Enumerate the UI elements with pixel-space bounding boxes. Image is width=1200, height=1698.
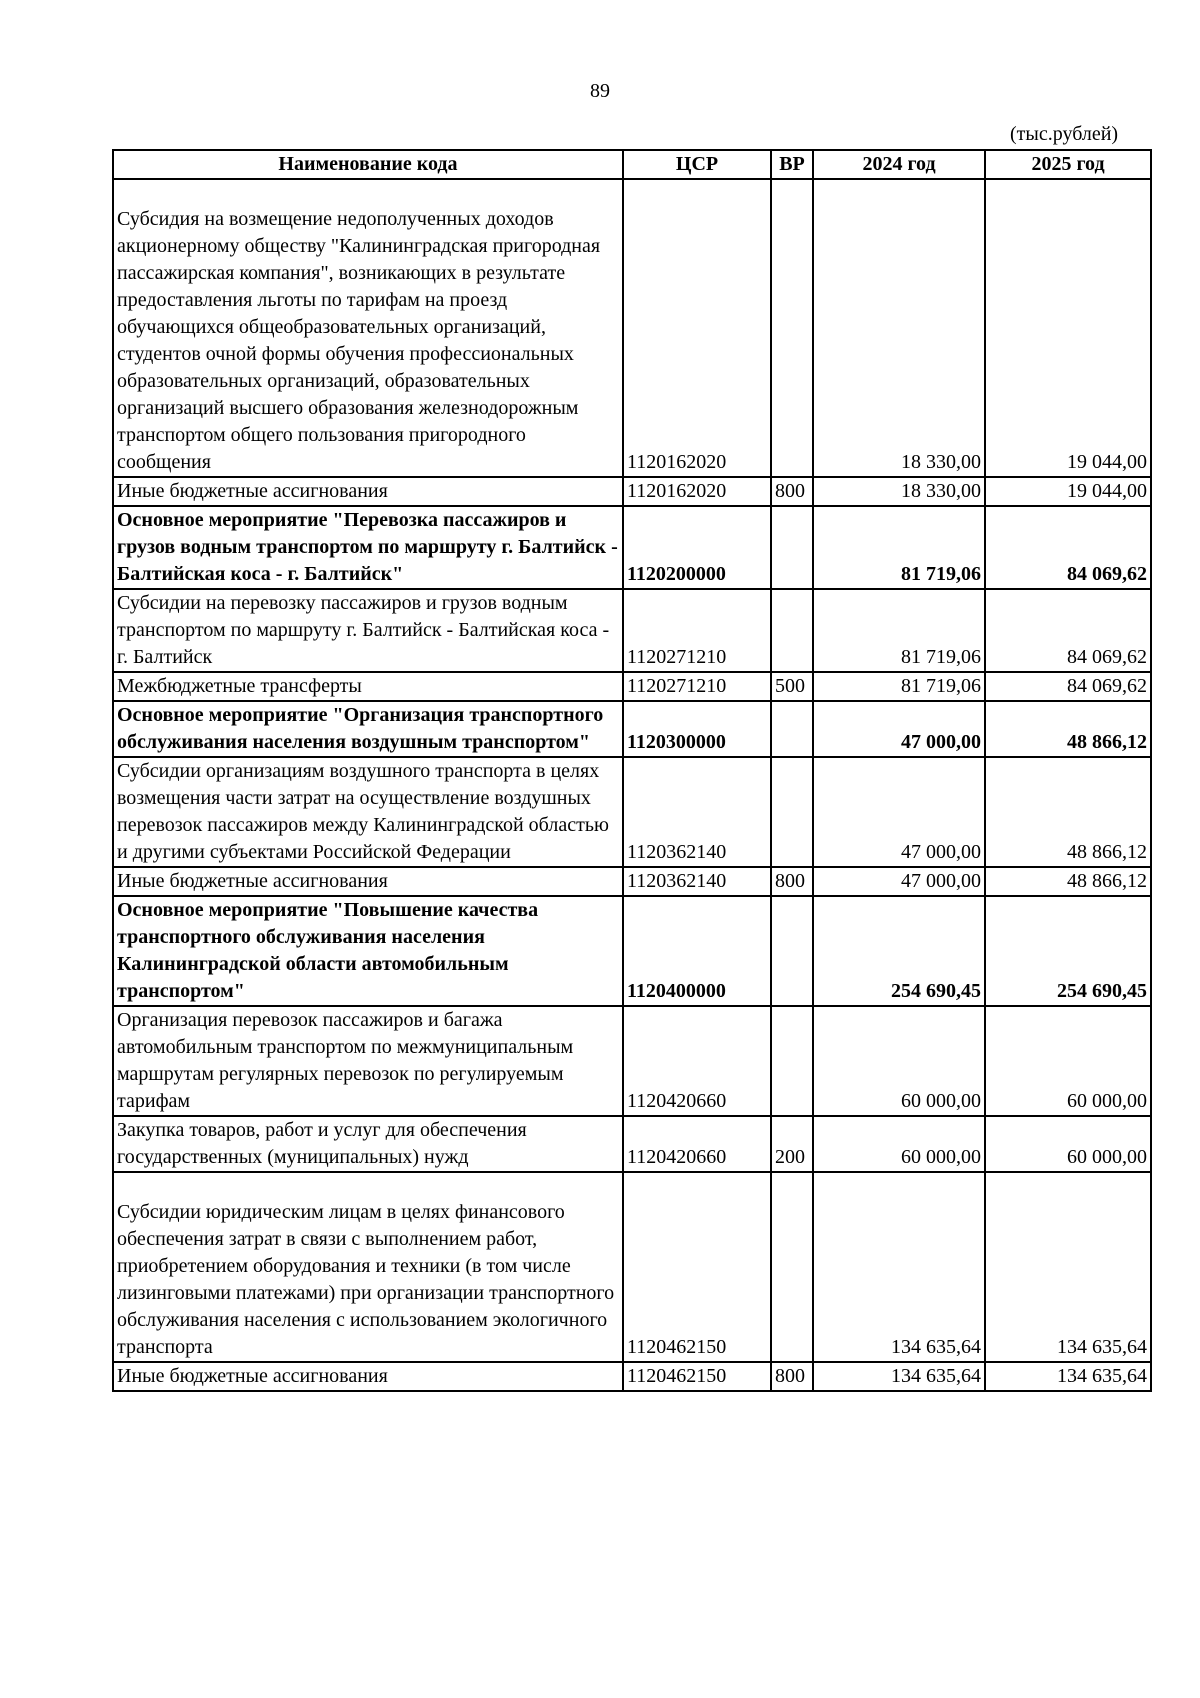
table-row (113, 1362, 1151, 1391)
header-csr: ЦСР (623, 150, 771, 179)
table-row (113, 1116, 1151, 1172)
table-row (113, 1172, 1151, 1362)
table-row-main-activity (113, 896, 1151, 1006)
row-2025: 48 866,12 (985, 757, 1151, 867)
row-2025: 60 000,00 (985, 1006, 1151, 1116)
row-name: Иные бюджетные ассигнования (113, 867, 623, 896)
table-row-main-activity (113, 701, 1151, 757)
row-2024: 134 635,64 (813, 1362, 985, 1391)
row-name: Основное мероприятие "Перевозка пассажиров и грузов водным транспортом по маршруту г. Балтийск - Балтийская коса - г. Балтийск" (113, 506, 623, 589)
row-csr: 1120162020 (623, 477, 771, 506)
row-name: Межбюджетные трансферты (113, 672, 623, 701)
row-name: Субсидии организациям воздушного транспорта в целях возмещения части затрат на осуществление воздушных перевозок пассажиров между Калининградской областью и другими субъектами Российской Федерации (113, 757, 623, 867)
row-name: Организация перевозок пассажиров и багажа автомобильным транспортом по межмуниципальным маршрутам регулярных перевозок по регулируемым тарифам (113, 1006, 623, 1116)
row-2025: 19 044,00 (985, 179, 1151, 477)
row-2024: 47 000,00 (813, 757, 985, 867)
row-name: Субсидии на перевозку пассажиров и грузов водным транспортом по маршруту г. Балтийск - Балтийская коса - г. Балтийск (113, 589, 623, 672)
row-vr (771, 1172, 813, 1362)
budget-table (112, 149, 1152, 1392)
row-2024: 47 000,00 (813, 701, 985, 757)
row-2025: 60 000,00 (985, 1116, 1151, 1172)
table-row (113, 1006, 1151, 1116)
row-2024: 18 330,00 (813, 477, 985, 506)
row-2024: 81 719,06 (813, 506, 985, 589)
row-csr: 1120462150 (623, 1362, 771, 1391)
row-vr (771, 1006, 813, 1116)
row-2024: 81 719,06 (813, 672, 985, 701)
row-2024: 60 000,00 (813, 1116, 985, 1172)
table-header-row (113, 150, 1151, 179)
row-2024: 81 719,06 (813, 589, 985, 672)
row-csr: 1120462150 (623, 1172, 771, 1362)
row-2025: 84 069,62 (985, 672, 1151, 701)
row-name: Закупка товаров, работ и услуг для обеспечения государственных (муниципальных) нужд (113, 1116, 623, 1172)
row-vr: 800 (771, 1362, 813, 1391)
row-2024: 18 330,00 (813, 179, 985, 477)
row-csr: 1120162020 (623, 179, 771, 477)
row-2025: 19 044,00 (985, 477, 1151, 506)
table-row (113, 757, 1151, 867)
row-2025: 84 069,62 (985, 589, 1151, 672)
table-row (113, 867, 1151, 896)
page-number: 89 (590, 80, 610, 102)
row-csr: 1120362140 (623, 867, 771, 896)
row-2024: 60 000,00 (813, 1006, 985, 1116)
table-row-main-activity (113, 506, 1151, 589)
row-csr: 1120362140 (623, 757, 771, 867)
row-2025: 84 069,62 (985, 506, 1151, 589)
row-2024: 134 635,64 (813, 1172, 985, 1362)
row-vr (771, 896, 813, 1006)
row-name: Иные бюджетные ассигнования (113, 477, 623, 506)
row-vr (771, 589, 813, 672)
row-csr: 1120200000 (623, 506, 771, 589)
table-row (113, 477, 1151, 506)
header-2024: 2024 год (813, 150, 985, 179)
row-vr: 800 (771, 477, 813, 506)
row-name: Субсидия на возмещение недополученных доходов акционерному обществу "Калининградская пригородная пассажирская компания", возникающих в результате предоставления льготы по тарифам на проезд обучающихся общеобразовательных организаций, студентов очной формы обучения профессиональных образовательных организаций, образовательных организаций высшего образования железнодорожным транспортом общего пользования пригородного сообщения (113, 179, 623, 477)
row-2024: 47 000,00 (813, 867, 985, 896)
row-csr: 1120420660 (623, 1006, 771, 1116)
row-vr: 500 (771, 672, 813, 701)
row-name: Основное мероприятие "Повышение качества транспортного обслуживания населения Калининградской области автомобильным транспортом" (113, 896, 623, 1006)
row-2024: 254 690,45 (813, 896, 985, 1006)
row-name: Иные бюджетные ассигнования (113, 1362, 623, 1391)
row-name: Субсидии юридическим лицам в целях финансового обеспечения затрат в связи с выполнением работ, приобретением оборудования и техники (в том числе лизинговыми платежами) при организации транспортного обслуживания населения с использованием экологичного транспорта (113, 1172, 623, 1362)
row-name: Основное мероприятие "Организация транспортного обслуживания населения воздушным транспортом" (113, 701, 623, 757)
row-2025: 254 690,45 (985, 896, 1151, 1006)
row-vr (771, 179, 813, 477)
header-name: Наименование кода (113, 150, 623, 179)
table-row (113, 672, 1151, 701)
row-2025: 48 866,12 (985, 867, 1151, 896)
row-2025: 134 635,64 (985, 1172, 1151, 1362)
table-row (113, 589, 1151, 672)
row-csr: 1120271210 (623, 589, 771, 672)
table-row (113, 179, 1151, 477)
row-2025: 48 866,12 (985, 701, 1151, 757)
row-vr (771, 757, 813, 867)
row-vr (771, 506, 813, 589)
header-vr: ВР (771, 150, 813, 179)
units-label: (тыс.рублей) (1010, 123, 1119, 145)
row-csr: 1120300000 (623, 701, 771, 757)
row-vr: 800 (771, 867, 813, 896)
row-vr (771, 701, 813, 757)
row-csr: 1120271210 (623, 672, 771, 701)
row-vr: 200 (771, 1116, 813, 1172)
row-2025: 134 635,64 (985, 1362, 1151, 1391)
row-csr: 1120400000 (623, 896, 771, 1006)
row-csr: 1120420660 (623, 1116, 771, 1172)
header-2025: 2025 год (985, 150, 1151, 179)
